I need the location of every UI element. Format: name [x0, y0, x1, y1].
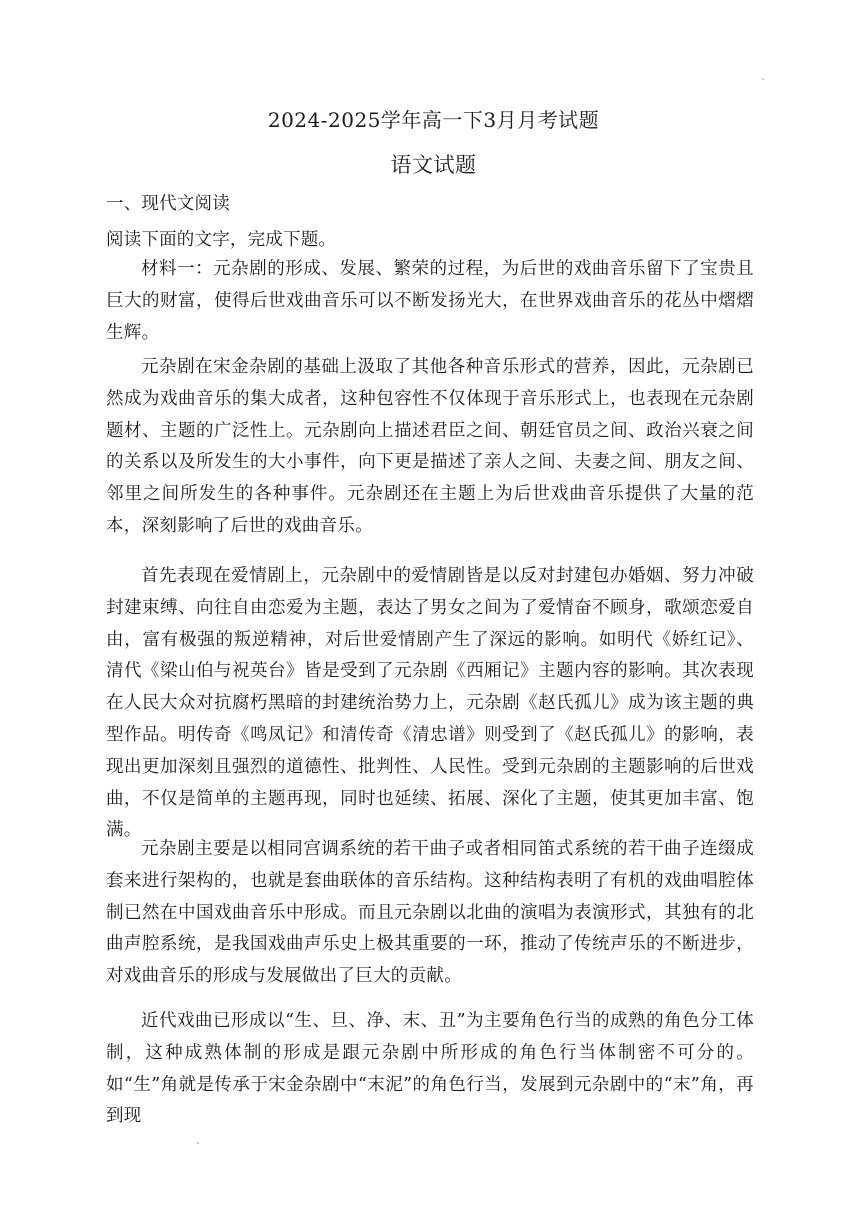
paragraph-material-one: 材料一：元杂剧的形成、发展、繁荣的过程，为后世的戏曲音乐留下了宝贵且巨大的财富，使得后世戏曲音乐可以不断发扬光大，在世界戏曲音乐的花丛中熠熠生辉。 — [106, 259, 754, 343]
paragraph-music-structure: 元杂剧主要是以相同宫调系统的若干曲子或者相同笛式系统的若干曲子连缀成套来进行架构的，也就是套曲联体的音乐结构。这种结构表明了有机的戏曲唱腔体制已然在中国戏曲音乐中形成。而且元杂剧以北曲的演唱为表演形式，其独有的北曲声腔系统，是我国戏曲声乐史上极其重要的一环，推动了传统声乐的不断进步，对戏曲音乐的形成与发展做出了巨大的贡献。 — [106, 839, 754, 987]
paragraph-role-system: 近代戏曲已形成以“生、旦、净、末、丑”为主要角色行当的成熟的角色分工体制，这种成熟体制的形成是跟元杂剧中所形成的角色行当体制密不可分的。如“生”角就是传承于宋金杂剧中“末泥”的角色行当，发展到元杂剧中的“末”角，再到现 — [106, 1011, 754, 1127]
scan-speck — [762, 78, 764, 80]
reading-instruction: 阅读下面的文字，完成下题。 — [106, 230, 337, 250]
exam-title: 2024-2025学年高一下3月月考试题 — [267, 108, 600, 132]
section-heading: 一、现代文阅读 — [106, 194, 230, 214]
scan-speck — [197, 1142, 199, 1144]
paragraph-themes: 首先表现在爱情剧上，元杂剧中的爱情剧皆是以反对封建包办婚姻、努力冲破封建束缚、向往自由恋爱为主题，表达了男女之间为了爱情奋不顾身，歌颂恋爱自由，富有极强的叛逆精神，对后世爱情剧产生了深远的影响。如明代《娇红记》、清代《梁山伯与祝英台》皆是受到了元杂剧《西厢记》主题内容的影响。其次表现在人民大众对抗腐朽黑暗的封建统治势力上，元杂剧《赵氏孤儿》成为该主题的典型作品。明传奇《鸣凤记》和清传奇《清忠谱》则受到了《赵氏孤儿》的影响，表现出更加深刻且强烈的道德性、批判性、人民性。受到元杂剧的主题影响的后世戏曲，不仅是简单的主题再现，同时也延续、拓展、深化了主题，使其更加丰富、饱满。 — [106, 566, 754, 841]
paragraph-inclusiveness: 元杂剧在宋金杂剧的基础上汲取了其他各种音乐形式的营养，因此，元杂剧已然成为戏曲音乐的集大成者，这种包容性不仅体现于音乐形式上，也表现在元杂剧题材、主题的广泛性上。元杂剧向上描述君臣之间、朝廷官员之间、政治兴衰之间的关系以及所发生的大小事件，向下更是描述了亲人之间、夫妻之间、朋友之间、邻里之间所发生的各种事件。元杂剧还在主题上为后世戏曲音乐提供了大量的范本，深刻影响了后世的戏曲音乐。 — [106, 357, 754, 536]
exam-subtitle: 语文试题 — [390, 153, 477, 177]
